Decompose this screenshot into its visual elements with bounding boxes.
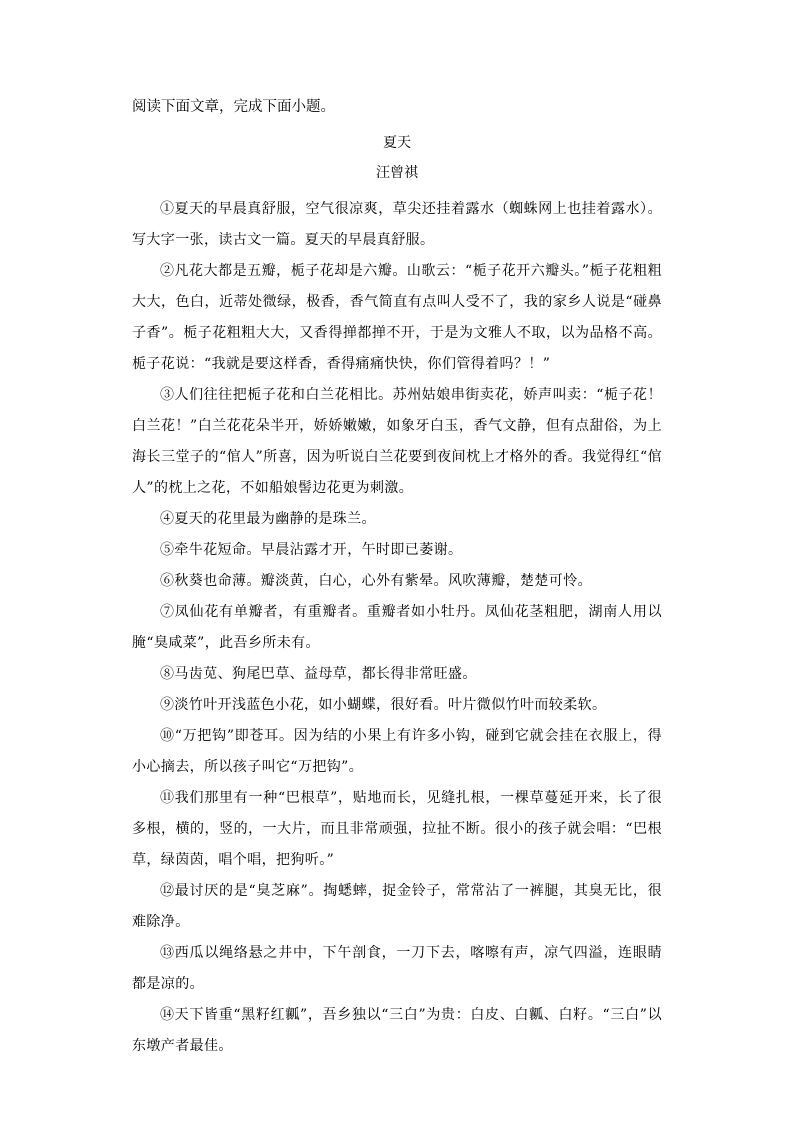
paragraph-4: ④夏天的花里最为幽静的是珠兰。 — [160, 511, 376, 527]
paragraph-13: ⑬西瓜以绳络悬之井中，下午剖食，一刀下去，喀嚓有声，凉气四溢，连眼睛都是凉的。 — [132, 945, 662, 992]
paragraph-5: ⑤牵牛花短命。早晨沾露才开，午时即已萎谢。 — [160, 542, 463, 558]
paragraph-12: ⑫最讨厌的是“臭芝麻”。掏蟋蟀，捉金铃子，常常沾了一裤腿，其臭无比，很难除净。 — [132, 883, 662, 930]
paragraph-6: ⑥秋葵也命薄。瓣淡黄，白心，心外有紫晕。风吹薄瓣，楚楚可怜。 — [160, 573, 592, 589]
question-instruction: 阅读下面文章，完成下面小题。 — [132, 99, 335, 115]
paragraph-3: ③人们往往把栀子花和白兰花相比。苏州姑娘串街卖花，娇声叫卖：“栀子花！白兰花！”白兰花花朵半开，娇娇嫩嫩，如象牙白玉，香气文静，但有点甜俗，为上海长三堂子的“倌人”所喜，因为听说白兰花要到夜间枕上才格外的香。我觉得红“倌人”的枕上之花，不如船娘髻边花更为刺激。 — [132, 387, 662, 496]
paragraph-9: ⑨淡竹叶开浅蓝色小花，如小蝴蝶，很好看。叶片微似竹叶而较柔软。 — [160, 697, 607, 713]
paragraph-10: ⑩“万把钩”即苍耳。因为结的小果上有许多小钩，碰到它就会挂在衣服上，得小心摘去，所以孩子叫它“万把钩”。 — [132, 728, 662, 775]
paragraph-1: ①夏天的早晨真舒服，空气很凉爽，草尖还挂着露水（蜘蛛网上也挂着露水）。写大字一张，读古文一篇。夏天的早晨真舒服。 — [132, 201, 662, 248]
article-title: 夏天 — [383, 135, 411, 151]
article-body — [132, 194, 662, 1062]
paragraph-7: ⑦凤仙花有单瓣者，有重瓣者。重瓣者如小牡丹。凤仙花茎粗肥，湖南人用以腌“臭咸菜”，此吾乡所未有。 — [132, 604, 662, 651]
paragraph-8: ⑧马齿苋、狗尾巴草、益母草，都长得非常旺盛。 — [160, 666, 477, 682]
paragraph-2: ②凡花大都是五瓣，栀子花却是六瓣。山歌云：“栀子花开六瓣头。”栀子花粗粗大大，色白，近蒂处微绿，极香，香气简直有点叫人受不了，我的家乡人说是“碰鼻子香”。栀子花粗粗大大，又香得掸都掸不开，于是为文雅人不取，以为品格不高。栀子花说：“我就是要这样香，香得痛痛快快，你们管得着吗？！” — [132, 263, 662, 372]
article-author: 汪曾祺 — [376, 165, 418, 181]
paragraph-14: ⑭天下皆重“黑籽红瓤”，吾乡独以“三白”为贵：白皮、白瓤、白籽。“三白”以东墩产者最佳。 — [132, 1007, 662, 1054]
paragraph-11: ⑪我们那里有一种“巴根草”，贴地而长，见缝扎根，一棵草蔓延开来，长了很多根，横的，竖的，一大片，而且非常顽强，拉扯不断。很小的孩子就会唱：“巴根草，绿茵茵，唱个唱，把狗听。” — [132, 790, 662, 868]
document-page — [132, 96, 662, 1062]
